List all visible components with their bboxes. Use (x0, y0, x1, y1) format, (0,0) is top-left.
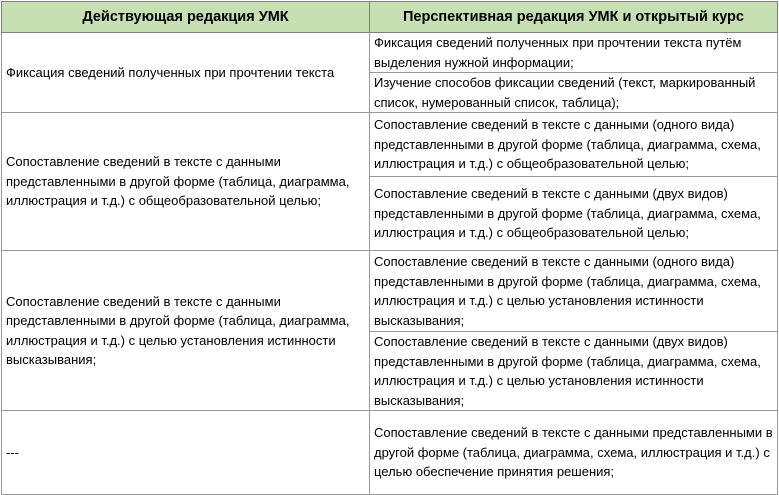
cell-text: Сопоставление сведений в тексте с данными (одного вида) представленными в другой форме (таблица, диаграмма, схема, иллюстрация и т.д.) с общеобразовательной целью; (374, 117, 761, 172)
cell-current (2, 113, 370, 251)
cell-current (2, 411, 370, 495)
cell-text: Сопоставление сведений в тексте с данными представленными в другой форме (таблица, диаграмма, схема, иллюстрация и т.д.) с целью обеспечение принятия решения; (374, 425, 773, 480)
cell-text: Фиксация сведений полученных при прочтении текста (6, 64, 335, 80)
cell-perspective (370, 113, 778, 177)
cell-text: Сопоставление сведений в тексте с данными (двух видов) представленными в другой форме (таблица, диаграмма, схема, иллюстрация и т.д.) с общеобразовательной целью; (374, 186, 761, 241)
cell-text: Сопоставление сведений в тексте с данными представленными в другой форме (таблица, диаграмма, иллюстрация и т.д.) с целью установления истинности высказывания; (6, 293, 350, 367)
table-row (2, 33, 778, 73)
cell-perspective (370, 33, 778, 73)
cell-text: Изучение способов фиксации сведений (текст, маркированный список, нумерованный список, таблица); (374, 75, 756, 110)
table-row (2, 113, 778, 177)
comparison-table (1, 1, 778, 495)
cell-text: --- (6, 444, 19, 460)
cell-perspective (370, 332, 778, 411)
cell-perspective (370, 251, 778, 332)
cell-current (2, 33, 370, 113)
table-row (2, 251, 778, 332)
header-current-edition: Действующая редакция УМК (2, 2, 370, 33)
table-row (2, 411, 778, 495)
cell-text: Сопоставление сведений в тексте с данными (одного вида) представленными в другой форме (таблица, диаграмма, схема, иллюстрация и т.д.) с целью установления истинности высказывания; (374, 254, 761, 328)
header-perspective-edition: Перспективная редакция УМК и открытый курс (370, 2, 778, 33)
cell-text: Сопоставление сведений в тексте с данными (двух видов) представленными в другой форме (таблица, диаграмма, схема, иллюстрация и т.д.) с целью установления истинности высказывания; (374, 334, 761, 408)
cell-text: Сопоставление сведений в тексте с данными представленными в другой форме (таблица, диаграмма, иллюстрация и т.д.) с общеобразовательной целью; (6, 154, 350, 209)
cell-perspective (370, 177, 778, 251)
header-row (2, 2, 778, 33)
cell-current (2, 251, 370, 411)
cell-perspective (370, 73, 778, 113)
cell-perspective (370, 411, 778, 495)
cell-text: Фиксация сведений полученных при прочтении текста путём выделения нужной информации; (374, 35, 742, 70)
